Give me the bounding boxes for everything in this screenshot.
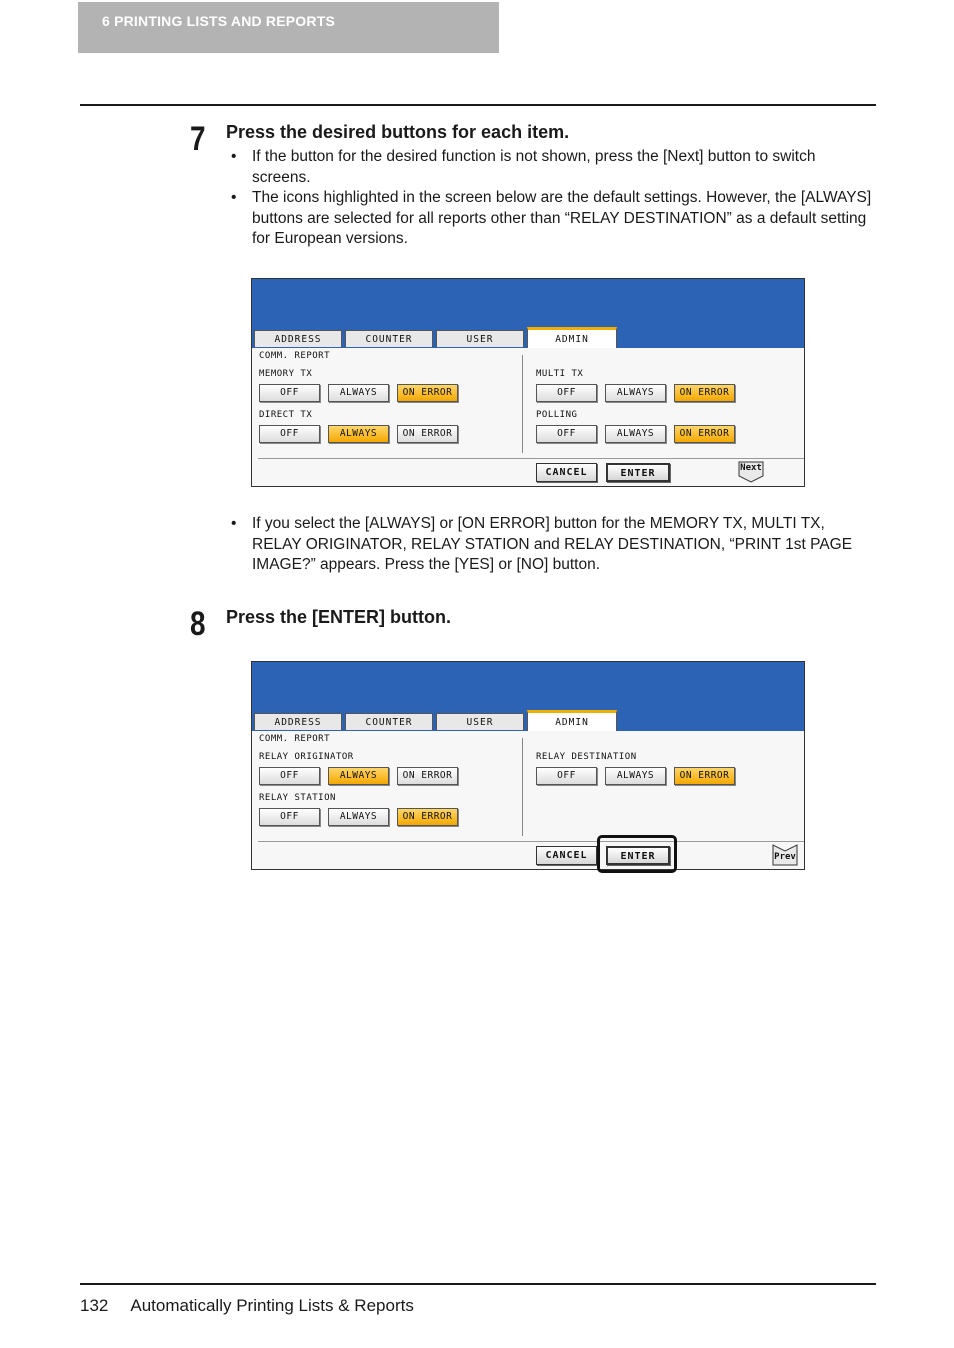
screen-capture-1: [251, 278, 805, 487]
step-8-title: Press the [ENTER] button.: [226, 607, 452, 627]
step-7-note: [226, 514, 876, 576]
relay-destination-label: RELAY DESTINATION: [536, 752, 637, 762]
section-header-label: 6 PRINTING LISTS AND REPORTS: [102, 13, 335, 29]
top-rule: [80, 104, 876, 106]
section-header-tab: [78, 2, 499, 53]
prev-button[interactable]: [772, 844, 798, 866]
cancel-button[interactable]: CANCEL: [536, 846, 597, 865]
relay-station-off-button[interactable]: OFF: [259, 808, 320, 826]
tab-counter[interactable]: COUNTER: [345, 713, 433, 730]
column-divider: [522, 738, 523, 836]
polling-off-button[interactable]: OFF: [536, 425, 597, 443]
bottom-rule: [80, 1283, 876, 1285]
bullet-item: • If the button for the desired function is not shown, press the [Next] button to switch screens.: [226, 147, 876, 188]
enter-button[interactable]: ENTER: [606, 846, 670, 865]
bullet-item: • If you select the [ALWAYS] or [ON ERROR] button for the MEMORY TX, MULTI TX, RELAY ORIGINATOR, RELAY STATION and RELAY DESTINATION, “PRINT 1st PAGE IMAGE?” appears. Press the [YES] or [NO] button.: [226, 514, 876, 576]
tab-user[interactable]: USER: [436, 713, 524, 730]
page-footer: [80, 1296, 414, 1316]
section-label: COMM. REPORT: [259, 351, 331, 361]
step-7-number: 7: [190, 120, 206, 158]
page-number: 132: [80, 1296, 109, 1315]
tab-user[interactable]: USER: [436, 330, 524, 347]
memory-tx-off-button[interactable]: OFF: [259, 384, 320, 402]
memory-tx-label: MEMORY TX: [259, 369, 313, 379]
relay-originator-off-button[interactable]: OFF: [259, 767, 320, 785]
relay-originator-label: RELAY ORIGINATOR: [259, 752, 354, 762]
enter-button[interactable]: ENTER: [606, 463, 670, 482]
relay-destination-always-button[interactable]: ALWAYS: [605, 767, 666, 785]
direct-tx-off-button[interactable]: OFF: [259, 425, 320, 443]
polling-on-error-button[interactable]: ON ERROR: [674, 425, 735, 443]
tab-address[interactable]: ADDRESS: [254, 713, 342, 730]
step-7-bullets: [226, 147, 876, 250]
polling-label: POLLING: [536, 410, 578, 420]
direct-tx-on-error-button[interactable]: ON ERROR: [397, 425, 458, 443]
footer-divider: [258, 841, 804, 842]
relay-station-always-button[interactable]: ALWAYS: [328, 808, 389, 826]
relay-destination-on-error-button[interactable]: ON ERROR: [674, 767, 735, 785]
direct-tx-label: DIRECT TX: [259, 410, 313, 420]
step-7-title: Press the desired buttons for each item.: [226, 122, 570, 142]
enter-highlight-ring: [597, 835, 677, 873]
next-label: Next: [740, 463, 762, 473]
memory-tx-on-error-button[interactable]: ON ERROR: [397, 384, 458, 402]
multi-tx-on-error-button[interactable]: ON ERROR: [674, 384, 735, 402]
relay-originator-always-button[interactable]: ALWAYS: [328, 767, 389, 785]
step-8-number: 8: [190, 605, 206, 643]
footer-divider: [258, 458, 804, 459]
tab-admin[interactable]: ADMIN: [527, 327, 617, 349]
memory-tx-always-button[interactable]: ALWAYS: [328, 384, 389, 402]
cancel-button[interactable]: CANCEL: [536, 463, 597, 482]
direct-tx-always-button[interactable]: ALWAYS: [328, 425, 389, 443]
section-label: COMM. REPORT: [259, 734, 331, 744]
prev-label: Prev: [774, 852, 796, 862]
screen-body: [252, 348, 804, 486]
screen-capture-2: [251, 661, 805, 870]
relay-destination-off-button[interactable]: OFF: [536, 767, 597, 785]
bullet-item: • The icons highlighted in the screen below are the default settings. However, the [ALWAYS] buttons are selected for all reports other than “RELAY DESTINATION” as a default setting for European versions.: [226, 188, 876, 250]
relay-station-on-error-button[interactable]: ON ERROR: [397, 808, 458, 826]
relay-originator-on-error-button[interactable]: ON ERROR: [397, 767, 458, 785]
polling-always-button[interactable]: ALWAYS: [605, 425, 666, 443]
next-button[interactable]: [738, 461, 764, 483]
tab-admin[interactable]: ADMIN: [527, 710, 617, 732]
multi-tx-off-button[interactable]: OFF: [536, 384, 597, 402]
footer-title: Automatically Printing Lists & Reports: [130, 1296, 414, 1315]
tab-counter[interactable]: COUNTER: [345, 330, 433, 347]
multi-tx-label: MULTI TX: [536, 369, 584, 379]
multi-tx-always-button[interactable]: ALWAYS: [605, 384, 666, 402]
relay-station-label: RELAY STATION: [259, 793, 336, 803]
tab-address[interactable]: ADDRESS: [254, 330, 342, 347]
column-divider: [522, 355, 523, 453]
